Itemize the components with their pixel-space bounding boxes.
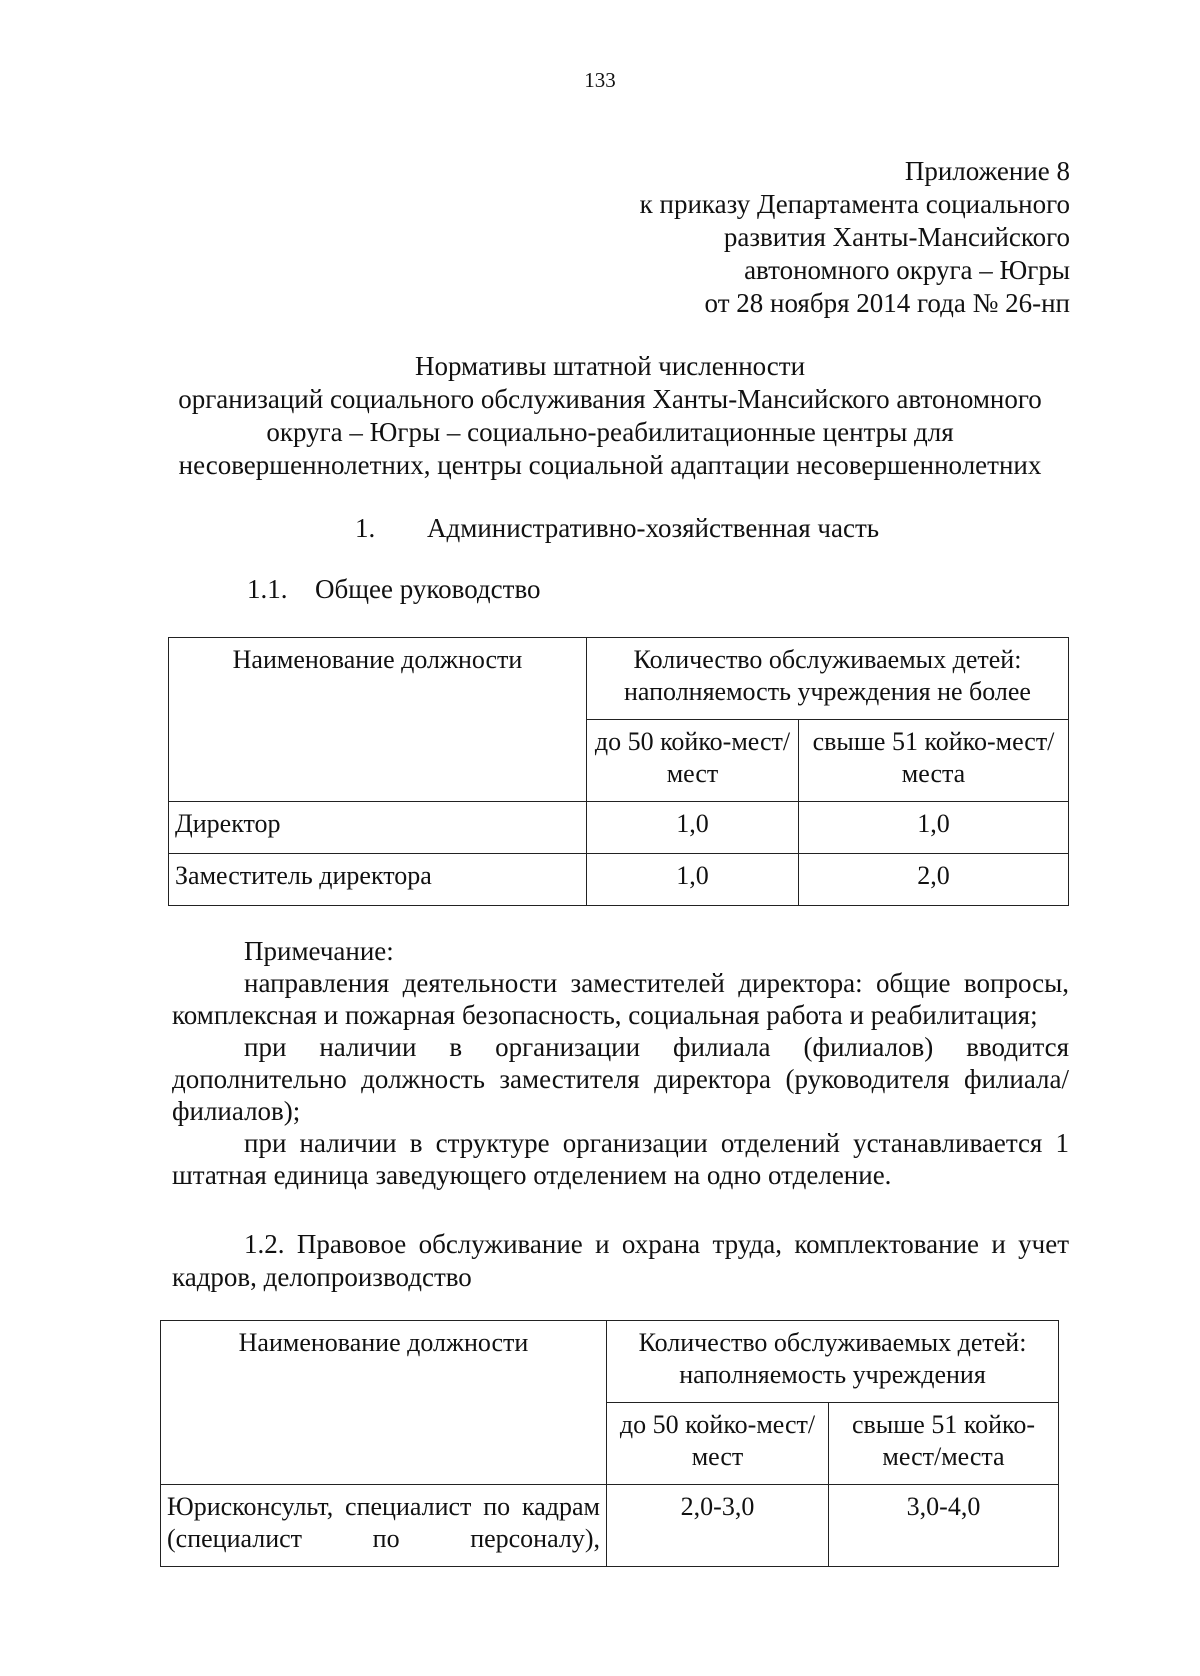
subsection-number: 1.1. [247,574,288,604]
value-cell: 2,0-3,0 [607,1485,829,1567]
header-position: Наименование должности [161,1321,607,1485]
value-cell: 3,0-4,0 [829,1485,1059,1567]
title-line: округа – Югры – социально-реабилитационные центры для [266,417,954,447]
position-cell: Заместитель директора [169,854,587,906]
table-row [169,854,1069,906]
notes-paragraph: направления деятельности заместителей директора: общие вопросы, комплексная и пожарная безопасность, социальная работа и реабилитация; [172,968,1069,1030]
annex-line: развития Ханты-Мансийского [723,222,1070,252]
staffing-table-legal-hr [160,1320,1059,1567]
section-title: Административно-хозяйственная часть [427,513,880,543]
value-cell: 1,0 [587,802,799,854]
notes-paragraph: при наличии в организации филиала (филиалов) вводится дополнительно должность заместителя директора (руководителя филиала/филиалов); [172,1032,1069,1126]
notes-block [172,935,1069,1191]
header-up-to-50: до 50 койко-мест/мест [587,720,799,802]
subsection-title: Общее руководство [315,574,541,604]
notes-paragraph: при наличии в структуре организации отделений устанавливается 1 штатная единица заведующего отделением на одно отделение. [172,1128,1069,1190]
value-cell: 1,0 [587,854,799,906]
annex-line: к приказу Департамента социального [639,189,1070,219]
title-line: несовершеннолетних, центры социальной адаптации несовершеннолетних [178,450,1042,480]
header-over-51: свыше 51 койко-мест/места [799,720,1069,802]
table-row [161,1485,1059,1567]
value-cell: 1,0 [799,802,1069,854]
annex-header [510,155,1070,320]
staffing-table-general-management [168,637,1069,906]
annex-line: от 28 ноября 2014 года № 26-нп [704,288,1070,318]
subsection-heading [247,573,541,606]
value-cell: 2,0 [799,854,1069,906]
position-cell: Директор [169,802,587,854]
position-cell: Юрисконсульт, специалист по кадрам (специалист по персоналу), [161,1485,607,1567]
header-position: Наименование должности [169,638,587,802]
page-number: 133 [584,68,616,92]
subsection-heading-legal: 1.2. Правовое обслуживание и охрана труда, комплектование и учет кадров, делопроизводство [172,1229,1069,1292]
annex-line: автономного округа – Югры [744,255,1070,285]
table-row [169,802,1069,854]
annex-line: Приложение 8 [904,156,1070,186]
header-over-51: свыше 51 койко-мест/места [829,1403,1059,1485]
header-count: Количество обслуживаемых детей: наполняемость учреждения [607,1321,1059,1403]
notes-label: Примечание: [244,936,394,966]
header-up-to-50: до 50 койко-мест/мест [607,1403,829,1485]
document-title [150,350,1070,482]
section-heading [355,512,879,545]
title-line: организаций социального обслуживания Ханты-Мансийского автономного [178,384,1042,414]
title-line: Нормативы штатной численности [414,351,806,381]
header-count: Количество обслуживаемых детей: наполняемость учреждения не более [587,638,1069,720]
section-number: 1. [355,513,376,543]
